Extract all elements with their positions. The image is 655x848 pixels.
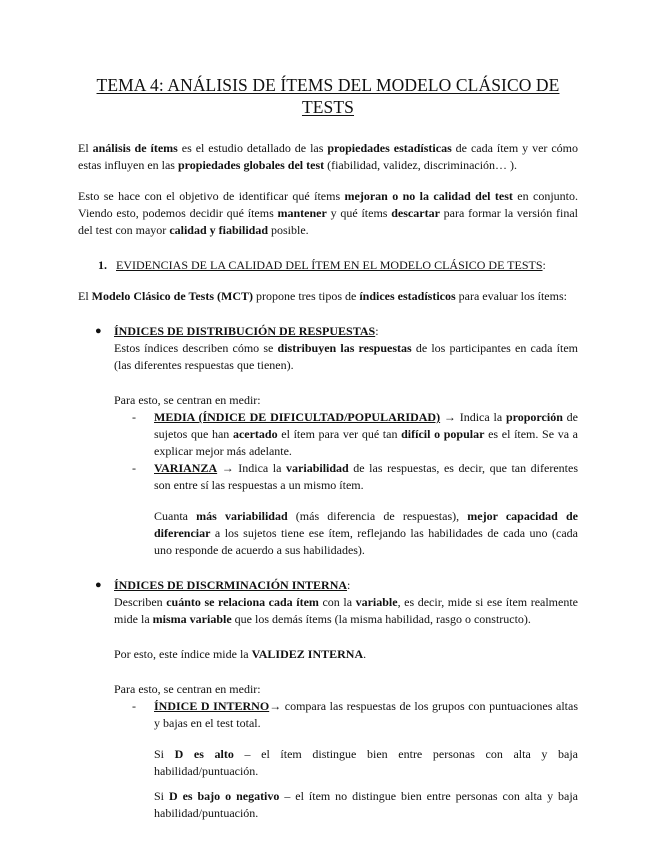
bold-run: VALIDEZ INTERNA xyxy=(251,647,364,661)
text-run: Esto se hace con el objetivo de identificar qué ítems xyxy=(78,189,345,203)
text-run: el ítem para ver qué tan xyxy=(277,427,402,441)
section-heading-text: EVIDENCIAS DE LA CALIDAD DEL ÍTEM EN EL MODELO CLÁSICO DE TESTS xyxy=(116,258,543,272)
bold-run: análisis de ítems xyxy=(92,141,178,155)
text-run: y qué ítems xyxy=(326,206,392,220)
bullet-title: ÍNDICES DE DISCRMINACIÓN INTERNA xyxy=(114,578,348,592)
bold-run: índices estadísticos xyxy=(359,289,456,303)
d-low-line xyxy=(154,788,578,822)
bold-run: mantener xyxy=(277,206,327,220)
text-run: (fiabilidad, validez, discriminación… ). xyxy=(324,158,518,172)
term-label: MEDIA (ÍNDICE DE DIFICULTAD/POPULARIDAD) xyxy=(154,410,441,424)
bullet-title-suffix: : xyxy=(375,324,379,338)
text-run: con la xyxy=(318,595,356,609)
term-label: ÍNDICE D INTERNO xyxy=(154,699,270,713)
dash-marker: - xyxy=(132,410,136,424)
bullet-title: ÍNDICES DE DISTRIBUCIÓN DE RESPUESTAS xyxy=(114,324,376,338)
text-run: Si xyxy=(154,789,169,803)
bullet-description xyxy=(114,340,578,374)
text-run: posible. xyxy=(268,223,309,237)
list-item-indice-d xyxy=(114,698,578,822)
text-run: Por esto, este índice mide la xyxy=(114,647,252,661)
text-run: → compara las respuestas de los grupos con puntuaciones altas y bajas en el test total. xyxy=(154,699,578,730)
dash-marker: - xyxy=(132,461,136,475)
bullet-marker: ● xyxy=(95,579,102,591)
bold-run: cuánto se relaciona cada ítem xyxy=(166,595,319,609)
bullet-internal-discrimination xyxy=(78,577,578,822)
text-run: en conjunto. Viendo esto, podemos decidir qué ítems xyxy=(78,189,578,220)
bold-run: Modelo Clásico de Tests (MCT) xyxy=(91,289,253,303)
bold-run: D es alto xyxy=(174,747,234,761)
text-run: . xyxy=(363,647,367,661)
text-run: – el ítem distingue bien entre personas con alta y baja habilidad/puntuación. xyxy=(154,747,579,778)
section-heading-suffix: : xyxy=(542,258,546,272)
bold-run: calidad y fiabilidad xyxy=(169,223,269,237)
text-run: Estos índices describen cómo se xyxy=(114,341,278,355)
d-high-line xyxy=(154,746,578,780)
term-label: VARIANZA xyxy=(154,461,218,475)
bullet-heading xyxy=(114,323,578,340)
list-item-varianza xyxy=(114,460,578,559)
bold-run: misma variable xyxy=(152,612,232,626)
text-run: – el ítem no distingue bien entre personas con alta y baja habilidad/puntuación. xyxy=(154,789,578,820)
text-run: a los sujetos tiene ese ítem, reflejando las habilidades de cada uno (cada uno responde de acuerdo a sus habilidades). xyxy=(154,526,578,557)
text-run: es el estudio detallado de las xyxy=(177,141,328,155)
text-run: de cada ítem y ver cómo estas influyen en las xyxy=(78,141,578,172)
intro-paragraph-2 xyxy=(78,188,578,239)
bold-run: distribuyen las respuestas xyxy=(277,341,412,355)
section-number: 1. xyxy=(98,258,107,272)
bold-run: mejor capacidad de diferenciar xyxy=(154,509,578,540)
bold-run: propiedades globales del test xyxy=(177,158,325,172)
section-1-heading xyxy=(78,257,578,274)
validity-line xyxy=(114,646,578,663)
bold-run: propiedades estadísticas xyxy=(327,141,452,155)
text-run: → Indica la xyxy=(217,461,287,475)
text-run: de sujetos que han xyxy=(154,410,579,441)
text-run: de los participantes en cada ítem (las diferentes respuestas que tienen). xyxy=(114,341,578,372)
text-run: (más diferencia de respuestas), xyxy=(287,509,468,523)
bold-run: variabilidad xyxy=(286,461,349,475)
intro-paragraph-1 xyxy=(78,140,578,174)
bold-run: mejoran o no la calidad del test xyxy=(344,189,513,203)
bullet-description xyxy=(114,594,578,628)
section-heading-wrap xyxy=(116,257,546,274)
text-run: Cuanta xyxy=(154,509,197,523)
bold-run: variable xyxy=(355,595,398,609)
bullet-distribution-indices xyxy=(78,323,578,559)
bold-run: más variabilidad xyxy=(196,509,288,523)
text-run: es el ítem. Se va a explicar mejor más adelante. xyxy=(154,427,579,458)
text-run: , es decir, mide si ese ítem realmente mide la xyxy=(114,595,578,626)
page-title: TEMA 4: ANÁLISIS DE ÍTEMS DEL MODELO CLÁSICO DE TESTS xyxy=(96,75,560,117)
text-run: para evaluar los ítems: xyxy=(455,289,567,303)
list-item-text xyxy=(154,698,578,732)
bold-run: descartar xyxy=(391,206,440,220)
list-item-continuation xyxy=(154,508,578,559)
document-page xyxy=(78,74,578,822)
text-run: El xyxy=(78,289,92,303)
list-item-text xyxy=(154,460,578,494)
bold-run: proporción xyxy=(505,410,563,424)
bullet-title-suffix: : xyxy=(347,578,351,592)
dash-marker: - xyxy=(132,699,136,713)
text-run: de las respuestas, es decir, que tan diferentes son entre sí las respuestas a un mismo ítem. xyxy=(154,461,578,492)
bullet-marker: ● xyxy=(95,325,102,337)
bold-run: D es bajo o negativo xyxy=(168,789,280,803)
text-run: para formar la versión final del test con mayor xyxy=(78,206,579,237)
bullet-heading xyxy=(114,577,578,594)
focus-line: Para esto, se centran en medir: xyxy=(114,393,261,407)
focus-line: Para esto, se centran en medir: xyxy=(114,682,261,696)
list-item-text xyxy=(154,409,578,460)
bold-run: difícil o popular xyxy=(401,427,485,441)
list-item-media xyxy=(114,409,578,460)
text-run: Describen xyxy=(114,595,167,609)
text-run: Si xyxy=(154,747,175,761)
text-run: que los demás ítems (la misma habilidad, rasgo o constructo). xyxy=(231,612,531,626)
text-run: El xyxy=(78,141,93,155)
text-run: propone tres tipos de xyxy=(253,289,360,303)
text-run: → Indica la xyxy=(440,410,506,424)
bold-run: acertado xyxy=(232,427,278,441)
section-1-lead xyxy=(78,288,578,305)
